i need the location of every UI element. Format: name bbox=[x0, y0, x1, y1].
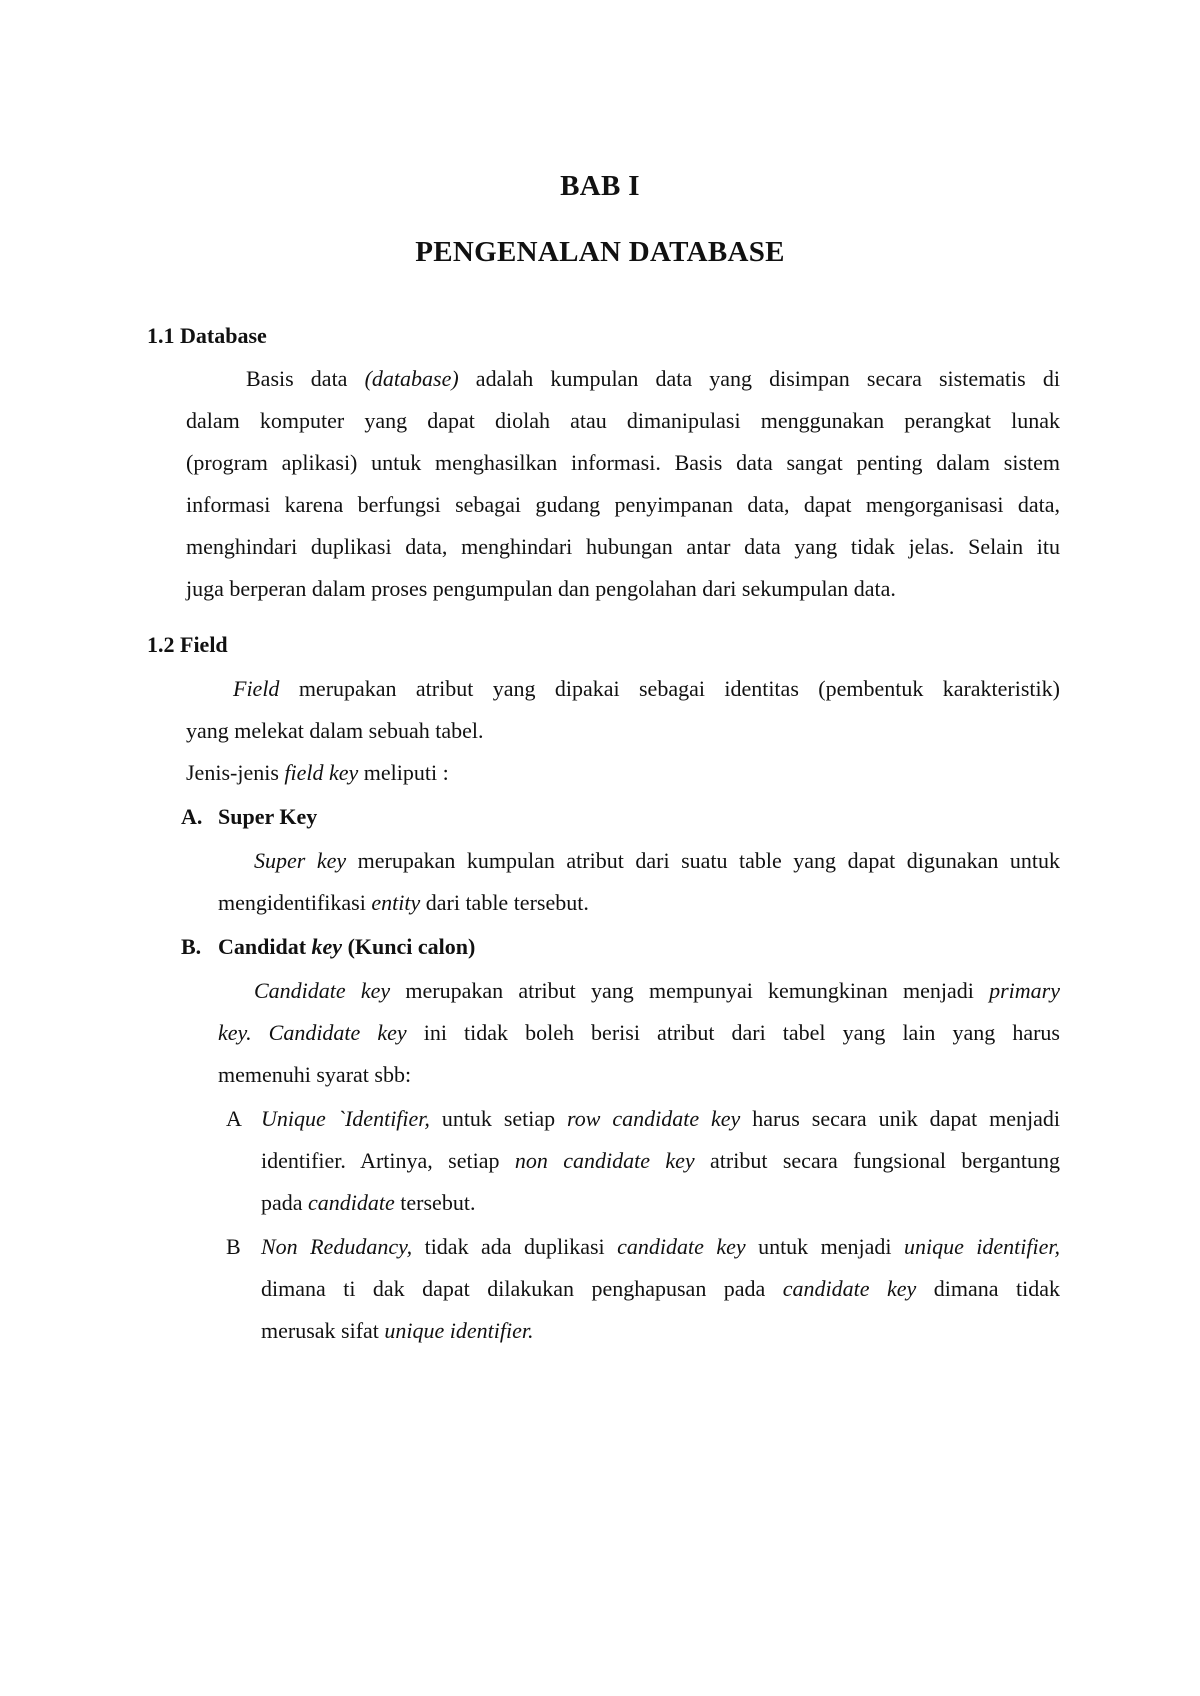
list-marker-super-key: A. bbox=[181, 804, 203, 829]
paragraph-line: menghindari duplikasi data, menghindari hubungan antar data yang tidak jelas. Selain itu bbox=[186, 534, 1060, 559]
section-heading-database: 1.1 Database bbox=[147, 323, 267, 348]
paragraph-line: yang melekat dalam sebuah tabel. bbox=[186, 718, 484, 743]
paragraph-line: identifier. Artinya, setiap non candidate key atribut secara fungsional bergantung bbox=[261, 1148, 1060, 1173]
subheading-super-key: Super Key bbox=[218, 804, 318, 829]
list-marker-unique-identifier: A bbox=[226, 1106, 242, 1131]
paragraph-line: Unique `Identifier, untuk setiap row candidate key harus secara unik dapat menjadi bbox=[261, 1106, 1061, 1131]
paragraph-line: (program aplikasi) untuk menghasilkan informasi. Basis data sangat penting dalam sistem bbox=[186, 450, 1060, 475]
subheading-candidate-key: Candidat key (Kunci calon) bbox=[218, 934, 476, 959]
chapter-title: PENGENALAN DATABASE bbox=[415, 236, 785, 268]
paragraph-line: Non Redudancy, tidak ada duplikasi candidate key untuk menjadi unique identifier, bbox=[261, 1234, 1060, 1259]
paragraph-line: Super key merupakan kumpulan atribut dari suatu table yang dapat digunakan untuk bbox=[254, 848, 1060, 873]
paragraph-line: merusak sifat unique identifier. bbox=[261, 1318, 534, 1343]
paragraph-line: pada candidate tersebut. bbox=[261, 1190, 476, 1215]
paragraph-line: Field merupakan atribut yang dipakai sebagai identitas (pembentuk karakteristik) bbox=[233, 676, 1060, 701]
chapter-label: BAB I bbox=[560, 170, 640, 202]
paragraph-line: dalam komputer yang dapat diolah atau dimanipulasi menggunakan perangkat lunak bbox=[186, 408, 1060, 433]
list-marker-non-redundancy: B bbox=[226, 1234, 241, 1259]
list-marker-candidate-key: B. bbox=[181, 934, 202, 959]
paragraph-line: Candidate key merupakan atribut yang mempunyai kemungkinan menjadi primary bbox=[254, 978, 1060, 1003]
paragraph-line: mengidentifikasi entity dari table tersebut. bbox=[218, 890, 589, 915]
paragraph-line: memenuhi syarat sbb: bbox=[218, 1062, 412, 1087]
section-heading-field: 1.2 Field bbox=[147, 632, 228, 657]
paragraph-line: key. Candidate key ini tidak boleh berisi atribut dari tabel yang lain yang harus bbox=[218, 1020, 1060, 1045]
paragraph-line: Basis data (database) adalah kumpulan data yang disimpan secara sistematis di bbox=[246, 366, 1060, 391]
field-key-types-line: Jenis-jenis field key meliputi : bbox=[186, 760, 449, 785]
paragraph-line: informasi karena berfungsi sebagai gudang penyimpanan data, dapat mengorganisasi data, bbox=[186, 492, 1060, 517]
paragraph-line: dimana ti dak dapat dilakukan penghapusan pada candidate key dimana tidak bbox=[261, 1276, 1060, 1301]
paragraph-line: juga berperan dalam proses pengumpulan dan pengolahan dari sekumpulan data. bbox=[186, 576, 896, 601]
